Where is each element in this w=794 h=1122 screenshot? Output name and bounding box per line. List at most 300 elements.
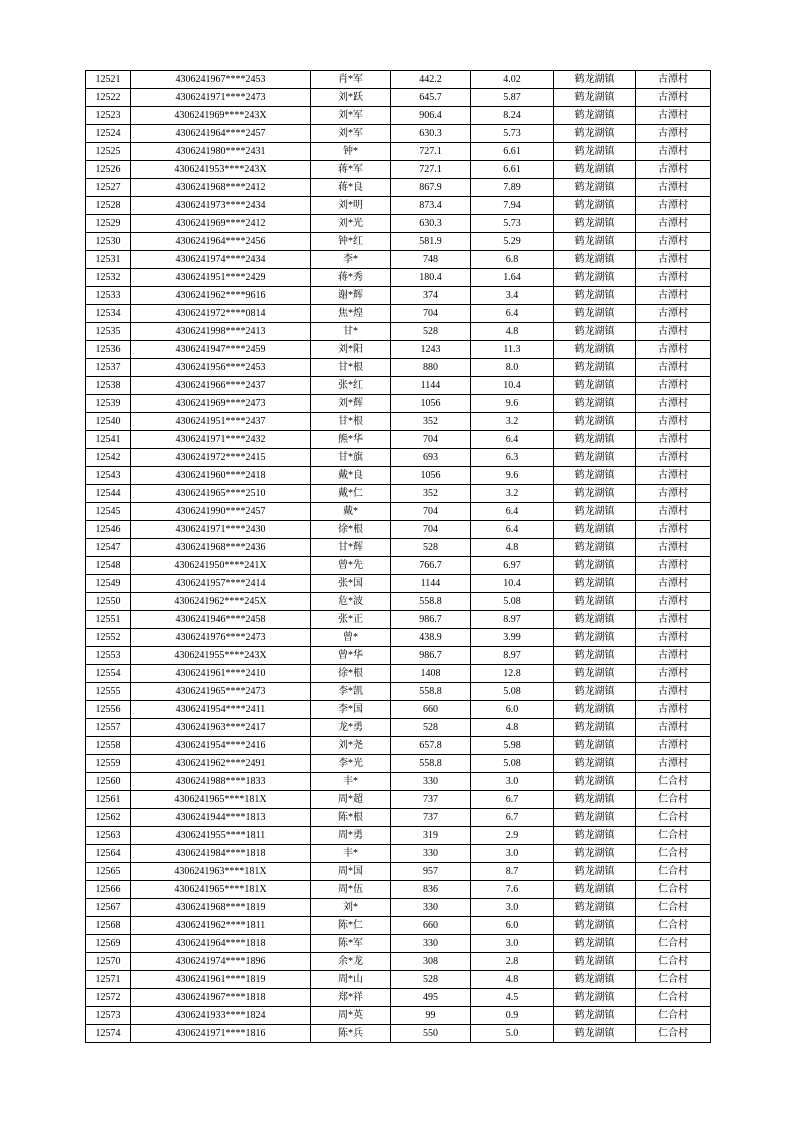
table-row [86,1007,711,1025]
table-row [86,683,711,701]
table-row [86,215,711,233]
cell-rate: 7.6 [471,881,554,899]
cell-seq: 12534 [86,305,131,323]
table-row [86,161,711,179]
cell-town: 鹤龙湖镇 [554,935,636,953]
cell-name: 肖*军 [311,71,391,89]
cell-id-number: 4306241976****2473 [131,629,311,647]
cell-rate: 3.0 [471,773,554,791]
cell-rate: 3.4 [471,287,554,305]
cell-name: 谢*辉 [311,287,391,305]
cell-id-number: 4306241969****243X [131,107,311,125]
cell-id-number: 4306241954****2416 [131,737,311,755]
table-row [86,179,711,197]
cell-seq: 12524 [86,125,131,143]
cell-seq: 12540 [86,413,131,431]
cell-id-number: 4306241964****2457 [131,125,311,143]
cell-id-number: 4306241961****1819 [131,971,311,989]
cell-amount: 495 [391,989,471,1007]
cell-seq: 12550 [86,593,131,611]
cell-town: 鹤龙湖镇 [554,863,636,881]
table-row [86,863,711,881]
cell-village: 仁合村 [636,845,711,863]
table-row [86,719,711,737]
cell-amount: 880 [391,359,471,377]
cell-town: 鹤龙湖镇 [554,395,636,413]
cell-town: 鹤龙湖镇 [554,737,636,755]
cell-seq: 12521 [86,71,131,89]
cell-name: 李*国 [311,701,391,719]
cell-village: 仁合村 [636,1007,711,1025]
cell-id-number: 4306241984****1818 [131,845,311,863]
cell-amount: 748 [391,251,471,269]
cell-name: 徐*根 [311,665,391,683]
cell-rate: 10.4 [471,377,554,395]
cell-amount: 704 [391,431,471,449]
cell-rate: 2.8 [471,953,554,971]
cell-village: 仁合村 [636,935,711,953]
cell-name: 蒋*秀 [311,269,391,287]
cell-seq: 12541 [86,431,131,449]
cell-rate: 4.8 [471,719,554,737]
table-row [86,1025,711,1043]
cell-name: 曾*华 [311,647,391,665]
cell-rate: 12.8 [471,665,554,683]
cell-id-number: 4306241951****2437 [131,413,311,431]
cell-rate: 9.6 [471,395,554,413]
cell-name: 甘*根 [311,359,391,377]
table-row [86,899,711,917]
cell-seq: 12557 [86,719,131,737]
cell-seq: 12556 [86,701,131,719]
cell-seq: 12547 [86,539,131,557]
cell-town: 鹤龙湖镇 [554,827,636,845]
cell-rate: 4.02 [471,71,554,89]
cell-name: 甘*根 [311,413,391,431]
cell-rate: 1.64 [471,269,554,287]
cell-name: 周*英 [311,1007,391,1025]
cell-amount: 693 [391,449,471,467]
cell-town: 鹤龙湖镇 [554,179,636,197]
cell-name: 陈*根 [311,809,391,827]
cell-name: 陈*军 [311,935,391,953]
cell-village: 古潭村 [636,305,711,323]
cell-seq: 12536 [86,341,131,359]
cell-amount: 558.8 [391,593,471,611]
cell-village: 古潭村 [636,593,711,611]
cell-name: 甘*旗 [311,449,391,467]
cell-amount: 352 [391,413,471,431]
table-row [86,593,711,611]
cell-town: 鹤龙湖镇 [554,161,636,179]
cell-seq: 12565 [86,863,131,881]
cell-seq: 12525 [86,143,131,161]
cell-rate: 4.5 [471,989,554,1007]
cell-town: 鹤龙湖镇 [554,1007,636,1025]
cell-amount: 528 [391,719,471,737]
cell-name: 陈*仁 [311,917,391,935]
cell-rate: 5.29 [471,233,554,251]
table-row [86,737,711,755]
cell-rate: 8.24 [471,107,554,125]
cell-town: 鹤龙湖镇 [554,71,636,89]
cell-village: 古潭村 [636,197,711,215]
cell-seq: 12554 [86,665,131,683]
cell-name: 曾*先 [311,557,391,575]
cell-village: 古潭村 [636,179,711,197]
cell-rate: 5.98 [471,737,554,755]
cell-seq: 12570 [86,953,131,971]
cell-name: 周*山 [311,971,391,989]
cell-village: 古潭村 [636,521,711,539]
cell-rate: 6.61 [471,143,554,161]
cell-rate: 7.89 [471,179,554,197]
cell-amount: 330 [391,935,471,953]
table-row [86,953,711,971]
cell-amount: 867.9 [391,179,471,197]
cell-town: 鹤龙湖镇 [554,269,636,287]
cell-amount: 630.3 [391,125,471,143]
table-row [86,791,711,809]
cell-village: 古潭村 [636,71,711,89]
table-row [86,665,711,683]
cell-id-number: 4306241974****2434 [131,251,311,269]
cell-id-number: 4306241990****2457 [131,503,311,521]
cell-town: 鹤龙湖镇 [554,215,636,233]
cell-name: 刘*跃 [311,89,391,107]
table-row [86,971,711,989]
cell-rate: 8.0 [471,359,554,377]
cell-town: 鹤龙湖镇 [554,773,636,791]
table-row [86,323,711,341]
cell-rate: 6.4 [471,503,554,521]
cell-amount: 528 [391,539,471,557]
cell-seq: 12574 [86,1025,131,1043]
cell-town: 鹤龙湖镇 [554,197,636,215]
cell-town: 鹤龙湖镇 [554,683,636,701]
cell-id-number: 4306241971****2473 [131,89,311,107]
cell-id-number: 4306241972****0814 [131,305,311,323]
cell-amount: 550 [391,1025,471,1043]
cell-village: 古潭村 [636,611,711,629]
cell-amount: 1056 [391,467,471,485]
cell-amount: 873.4 [391,197,471,215]
cell-id-number: 4306241963****181X [131,863,311,881]
cell-rate: 4.8 [471,539,554,557]
cell-rate: 3.2 [471,413,554,431]
cell-seq: 12573 [86,1007,131,1025]
cell-id-number: 4306241960****2418 [131,467,311,485]
cell-rate: 8.97 [471,647,554,665]
cell-town: 鹤龙湖镇 [554,953,636,971]
cell-town: 鹤龙湖镇 [554,611,636,629]
cell-town: 鹤龙湖镇 [554,755,636,773]
cell-seq: 12530 [86,233,131,251]
cell-village: 仁合村 [636,971,711,989]
cell-amount: 766.7 [391,557,471,575]
table-row [86,809,711,827]
table-row [86,881,711,899]
cell-amount: 330 [391,773,471,791]
cell-village: 古潭村 [636,161,711,179]
cell-village: 古潭村 [636,737,711,755]
table-row [86,701,711,719]
cell-village: 古潭村 [636,215,711,233]
table-row [86,269,711,287]
cell-rate: 6.7 [471,791,554,809]
cell-name: 刘*明 [311,197,391,215]
cell-id-number: 4306241954****2411 [131,701,311,719]
cell-seq: 12546 [86,521,131,539]
cell-name: 张*正 [311,611,391,629]
cell-seq: 12523 [86,107,131,125]
cell-town: 鹤龙湖镇 [554,881,636,899]
cell-id-number: 4306241968****2436 [131,539,311,557]
cell-rate: 5.73 [471,215,554,233]
cell-village: 古潭村 [636,269,711,287]
cell-town: 鹤龙湖镇 [554,251,636,269]
table-row [86,395,711,413]
cell-id-number: 4306241971****1816 [131,1025,311,1043]
cell-town: 鹤龙湖镇 [554,143,636,161]
cell-amount: 528 [391,971,471,989]
table-row [86,251,711,269]
cell-rate: 4.8 [471,971,554,989]
cell-seq: 12538 [86,377,131,395]
cell-rate: 3.2 [471,485,554,503]
cell-village: 古潭村 [636,557,711,575]
cell-rate: 5.87 [471,89,554,107]
cell-id-number: 4306241961****2410 [131,665,311,683]
cell-name: 丰* [311,773,391,791]
cell-amount: 660 [391,917,471,935]
cell-seq: 12560 [86,773,131,791]
cell-id-number: 4306241933****1824 [131,1007,311,1025]
cell-amount: 438.9 [391,629,471,647]
cell-village: 古潭村 [636,485,711,503]
cell-name: 戴*仁 [311,485,391,503]
cell-rate: 11.3 [471,341,554,359]
cell-name: 周*勇 [311,827,391,845]
table-row [86,989,711,1007]
cell-village: 古潭村 [636,647,711,665]
cell-town: 鹤龙湖镇 [554,89,636,107]
cell-rate: 5.73 [471,125,554,143]
cell-village: 仁合村 [636,899,711,917]
cell-name: 焦*煌 [311,305,391,323]
cell-amount: 737 [391,809,471,827]
cell-id-number: 4306241955****243X [131,647,311,665]
cell-id-number: 4306241946****2458 [131,611,311,629]
cell-name: 李* [311,251,391,269]
table-row [86,143,711,161]
cell-amount: 528 [391,323,471,341]
cell-seq: 12561 [86,791,131,809]
cell-amount: 1243 [391,341,471,359]
cell-amount: 99 [391,1007,471,1025]
cell-id-number: 4306241957****2414 [131,575,311,593]
cell-rate: 3.0 [471,899,554,917]
cell-rate: 5.08 [471,593,554,611]
data-table [85,70,711,1043]
table-body [86,71,711,1043]
cell-name: 戴* [311,503,391,521]
cell-id-number: 4306241962****9616 [131,287,311,305]
cell-village: 古潭村 [636,233,711,251]
cell-town: 鹤龙湖镇 [554,539,636,557]
cell-town: 鹤龙湖镇 [554,917,636,935]
cell-name: 周*国 [311,863,391,881]
cell-amount: 352 [391,485,471,503]
cell-rate: 0.9 [471,1007,554,1025]
cell-amount: 558.8 [391,755,471,773]
cell-town: 鹤龙湖镇 [554,575,636,593]
cell-amount: 1408 [391,665,471,683]
cell-town: 鹤龙湖镇 [554,629,636,647]
cell-seq: 12529 [86,215,131,233]
cell-name: 陈*兵 [311,1025,391,1043]
cell-id-number: 4306241965****2510 [131,485,311,503]
table-row [86,647,711,665]
cell-seq: 12558 [86,737,131,755]
cell-rate: 2.9 [471,827,554,845]
cell-id-number: 4306241962****245X [131,593,311,611]
table-row [86,503,711,521]
table-row [86,575,711,593]
cell-amount: 1144 [391,377,471,395]
cell-id-number: 4306241966****2437 [131,377,311,395]
cell-name: 甘*辉 [311,539,391,557]
cell-seq: 12568 [86,917,131,935]
cell-name: 危*波 [311,593,391,611]
table-row [86,611,711,629]
cell-village: 仁合村 [636,953,711,971]
cell-id-number: 4306241968****2412 [131,179,311,197]
cell-town: 鹤龙湖镇 [554,377,636,395]
cell-id-number: 4306241950****241X [131,557,311,575]
cell-amount: 906.4 [391,107,471,125]
cell-id-number: 4306241968****1819 [131,899,311,917]
cell-town: 鹤龙湖镇 [554,449,636,467]
cell-amount: 319 [391,827,471,845]
cell-id-number: 4306241971****2430 [131,521,311,539]
cell-village: 仁合村 [636,827,711,845]
cell-town: 鹤龙湖镇 [554,791,636,809]
cell-town: 鹤龙湖镇 [554,341,636,359]
cell-id-number: 4306241962****1811 [131,917,311,935]
cell-seq: 12543 [86,467,131,485]
table-row [86,305,711,323]
cell-village: 古潭村 [636,377,711,395]
cell-id-number: 4306241962****2491 [131,755,311,773]
cell-village: 仁合村 [636,881,711,899]
cell-town: 鹤龙湖镇 [554,233,636,251]
cell-village: 仁合村 [636,989,711,1007]
cell-town: 鹤龙湖镇 [554,719,636,737]
cell-id-number: 4306241955****1811 [131,827,311,845]
cell-town: 鹤龙湖镇 [554,467,636,485]
cell-village: 古潭村 [636,359,711,377]
cell-id-number: 4306241964****2456 [131,233,311,251]
table-row [86,827,711,845]
table-row [86,125,711,143]
cell-name: 刘*辉 [311,395,391,413]
cell-seq: 12572 [86,989,131,1007]
cell-village: 古潭村 [636,107,711,125]
table-row [86,449,711,467]
cell-town: 鹤龙湖镇 [554,989,636,1007]
cell-amount: 1056 [391,395,471,413]
cell-amount: 308 [391,953,471,971]
cell-name: 刘*阳 [311,341,391,359]
cell-village: 仁合村 [636,773,711,791]
cell-village: 古潭村 [636,251,711,269]
cell-amount: 836 [391,881,471,899]
table-row [86,935,711,953]
cell-village: 古潭村 [636,467,711,485]
cell-rate: 5.08 [471,755,554,773]
cell-amount: 986.7 [391,647,471,665]
cell-town: 鹤龙湖镇 [554,125,636,143]
cell-name: 钟*红 [311,233,391,251]
cell-amount: 727.1 [391,161,471,179]
cell-id-number: 4306241953****243X [131,161,311,179]
cell-rate: 4.8 [471,323,554,341]
cell-id-number: 4306241988****1833 [131,773,311,791]
cell-village: 仁合村 [636,863,711,881]
cell-id-number: 4306241944****1813 [131,809,311,827]
cell-town: 鹤龙湖镇 [554,521,636,539]
cell-town: 鹤龙湖镇 [554,845,636,863]
cell-name: 张*红 [311,377,391,395]
cell-amount: 581.9 [391,233,471,251]
cell-rate: 10.4 [471,575,554,593]
cell-village: 古潭村 [636,449,711,467]
cell-town: 鹤龙湖镇 [554,899,636,917]
table-row [86,755,711,773]
cell-id-number: 4306241964****1818 [131,935,311,953]
cell-seq: 12569 [86,935,131,953]
cell-name: 戴*良 [311,467,391,485]
cell-id-number: 4306241965****2473 [131,683,311,701]
cell-rate: 6.0 [471,917,554,935]
cell-rate: 6.7 [471,809,554,827]
cell-seq: 12544 [86,485,131,503]
table-row [86,845,711,863]
cell-name: 李*光 [311,755,391,773]
cell-name: 刘*军 [311,125,391,143]
cell-seq: 12528 [86,197,131,215]
cell-rate: 7.94 [471,197,554,215]
cell-id-number: 4306241967****2453 [131,71,311,89]
cell-seq: 12545 [86,503,131,521]
cell-seq: 12537 [86,359,131,377]
cell-seq: 12531 [86,251,131,269]
cell-rate: 6.4 [471,431,554,449]
cell-amount: 657.8 [391,737,471,755]
table-row [86,233,711,251]
cell-name: 刘*光 [311,215,391,233]
cell-amount: 645.7 [391,89,471,107]
cell-town: 鹤龙湖镇 [554,593,636,611]
cell-name: 周*超 [311,791,391,809]
cell-rate: 6.97 [471,557,554,575]
cell-town: 鹤龙湖镇 [554,107,636,125]
cell-village: 仁合村 [636,917,711,935]
cell-rate: 8.7 [471,863,554,881]
cell-seq: 12548 [86,557,131,575]
cell-amount: 986.7 [391,611,471,629]
